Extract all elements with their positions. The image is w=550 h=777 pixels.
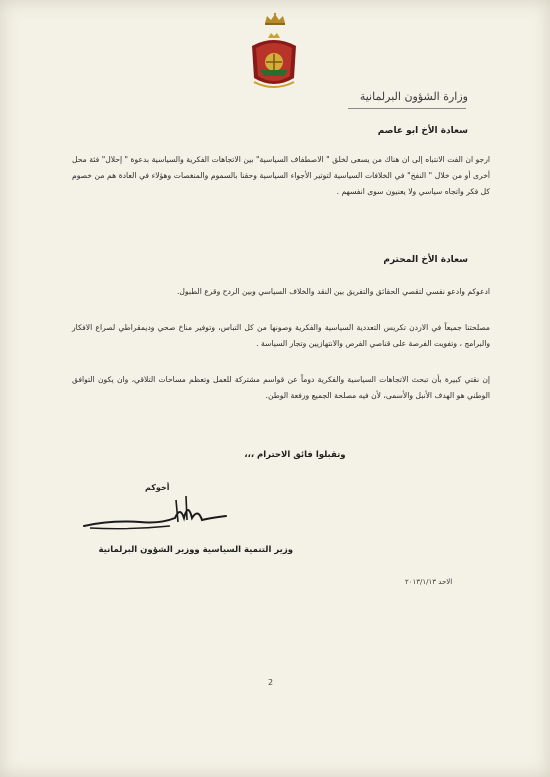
crown-icon [262,12,288,26]
page-number: 2 [268,678,274,687]
signature-label: أخوكم [145,483,170,492]
ministry-name: وزارة الشؤون البرلمانية [359,90,468,103]
paragraph-1: ارجو ان الفت الانتباه إلى ان هناك من يسعى لخلق " الاصطفاف السياسية" بين الاتجاهات الفكرية والسياسية بدعوة " إحلال" فئة محل أخرى أو من خلال " النفخ" في الخلافات السياسية لتوتير الأجواء السياسية وحقنا بالسموم والمنغصات وهؤلاء في العادة هم من خصوم كل فكر واتجاه سياسي ولا يعنيون سوى انفسهم . [72,155,490,196]
paragraph-3: مصلحتنا جميعاً في الاردن تكريس التعددية السياسية والفكرية وصونها من كل التباس، وتوفير مناخ صحي وديمقراطي لصراع الافكار والبرامج ، وتفويت الفرصة على قناصي الفرص والانتهازيين وتجار السياسة . [72,323,490,348]
closing-line: وتقبلوا فائق الاحترام ،،، [244,450,346,460]
paragraph-2: ادعوكم وادعو نفسي لتقصي الحقائق والتفريق بين النقد والخلاف السياسي وبين الردح وقرع الطبول. [177,287,490,296]
salutation-1: سعادة الأخ ابو عاصم [377,126,468,136]
minister-title: وزير التنمية السياسية ووزير الشؤون البرلمانية [98,545,293,555]
jordan-coat-of-arms-icon [248,32,300,94]
paragraph-4: إن نقتي كبيرة بأن تبحث الاتجاهات السياسية والفكرية دوماً عن قواسم مشتركة للعمل وتعظم مساحات التلاقي، وان يكون التوافق الوطني هو الهدف الأنبل والأسمى، لأن فيه مصلحة الجميع ورفعة الوطن. [72,375,490,400]
handwritten-signature [80,488,230,536]
salutation-2: سعادة الأخ المحترم [383,255,468,265]
letter-date: الاحد ٢٠١٣/١/١٣ [405,578,453,586]
ministry-underline [348,108,466,109]
